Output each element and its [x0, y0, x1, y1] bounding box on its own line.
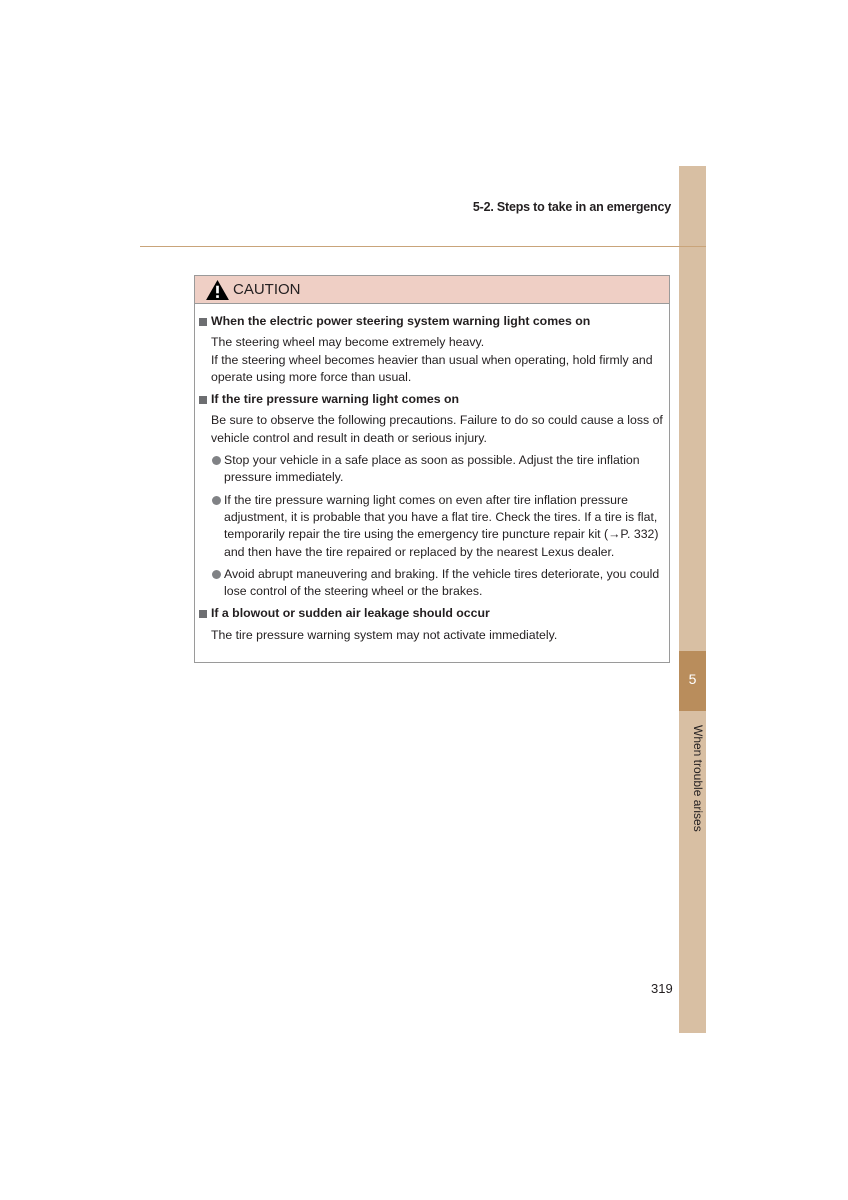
list-item: If the tire pressure warning light comes on even after tire inflation pressure adjustment, it is probable that you have a flat tire. Check the tires. If a tire is flat, temporarily repair the tire using the emergency tire puncture repair kit (→P. 332) and then have the tire repaired or replaced by the nearest Lexus dealer. — [199, 492, 664, 561]
square-bullet-icon — [199, 396, 207, 404]
list-item: Avoid abrupt maneuvering and braking. If the vehicle tires deteriorate, you could lose control of the steering wheel or the brakes. — [199, 566, 664, 601]
caution-header — [195, 276, 669, 304]
bullet-dot-icon — [212, 456, 221, 465]
section-header: 5-2. Steps to take in an emergency — [472, 200, 671, 214]
bullet-dot-icon — [212, 496, 221, 505]
page-number: 319 — [651, 981, 673, 996]
chapter-title: When trouble arises — [691, 724, 705, 832]
paragraph: The tire pressure warning system may not activate immediately. — [211, 627, 558, 642]
chapter-number: 5 — [679, 651, 706, 711]
chapter-side-tab — [679, 166, 706, 1033]
caution-body — [195, 304, 669, 644]
header-divider — [140, 246, 706, 247]
list-item: Stop your vehicle in a safe place as soon as possible. Adjust the tire inflation pressure immediately. — [199, 452, 664, 487]
warning-triangle-icon — [206, 280, 229, 300]
paragraph: The steering wheel may become extremely heavy. If the steering wheel becomes heavier than usual when operating, hold firmly and operate using more force than usual. — [211, 335, 653, 384]
caution-title: CAUTION — [233, 281, 301, 298]
subheading-power-steering: When the electric power steering system warning light comes on — [199, 313, 664, 330]
square-bullet-icon — [199, 318, 207, 326]
caution-box — [194, 275, 670, 663]
subheading-tire-pressure: If the tire pressure warning light comes on — [199, 391, 664, 408]
paragraph: Be sure to observe the following precautions. Failure to do so could cause a loss of vehicle control and result in death or serious injury. — [211, 413, 663, 445]
bullet-dot-icon — [212, 570, 221, 579]
subheading-blowout: If a blowout or sudden air leakage should occur — [199, 605, 664, 622]
square-bullet-icon — [199, 610, 207, 618]
